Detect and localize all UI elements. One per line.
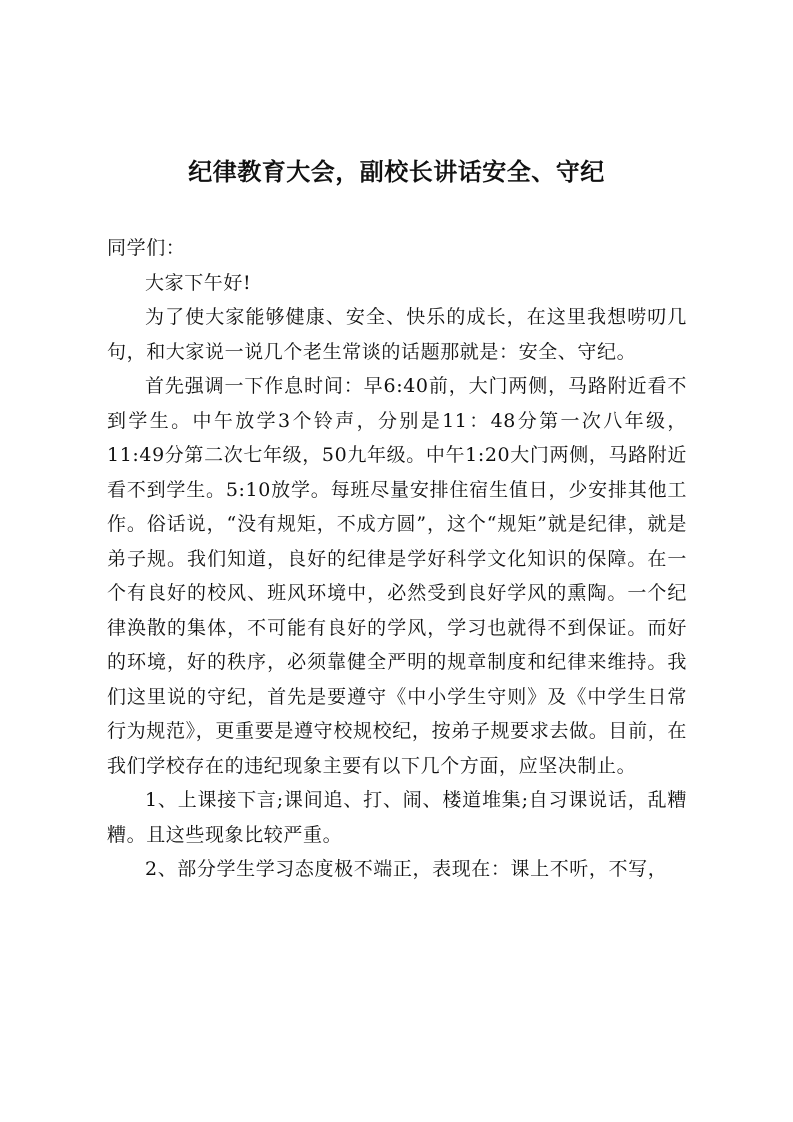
document-body	[107, 231, 687, 887]
paragraph-intro: 为了使大家能够健康、安全、快乐的成长，在这里我想唠叨几句，和大家说一说几个老生常谈的话题那就是：安全、守纪。	[107, 306, 687, 363]
paragraph-item-2: 2、部分学生学习态度极不端正，表现在：课上不听，不写，	[145, 858, 668, 880]
paragraph-greeting: 大家下午好!	[145, 271, 252, 294]
paragraph-schedule-discipline: 首先强调一下作息时间：早6:40前，大门两侧，马路附近看不到学生。中午放学3个铃声，分别是11：48分第一次八年级，11:49分第二次七年级，50九年级。中午1:20大门两侧，马路附近看不到学生。5:10放学。每班尽量安排住宿生值日，少安排其他工作。俗话说，“没有规矩，不成方圆”，这个“规矩”就是纪律，就是弟子规。我们知道，良好的纪律是学好科学文化知识的保障。在一个有良好的校风、班风环境中，必然受到良好学风的熏陶。一个纪律涣散的集体，不可能有良好的学风，学习也就得不到保证。而好的环境，好的秩序，必须靠健全严明的规章制度和纪律来维持。我们这里说的守纪，首先是要遵守《中小学生守则》及《中学生日常行为规范》，更重要是遵守校规校纪，按弟子规要求去做。目前，在我们学校存在的违纪现象主要有以下几个方面，应坚决制止。	[107, 375, 687, 777]
paragraph-item-1: 1、上课接下言;课间追、打、闹、楼道堆集;自习课说话，乱糟糟。且这些现象比较严重。	[107, 789, 687, 846]
salutation: 同学们：	[107, 237, 186, 259]
document-title: 纪律教育大会，副校长讲话安全、守纪	[188, 158, 605, 186]
